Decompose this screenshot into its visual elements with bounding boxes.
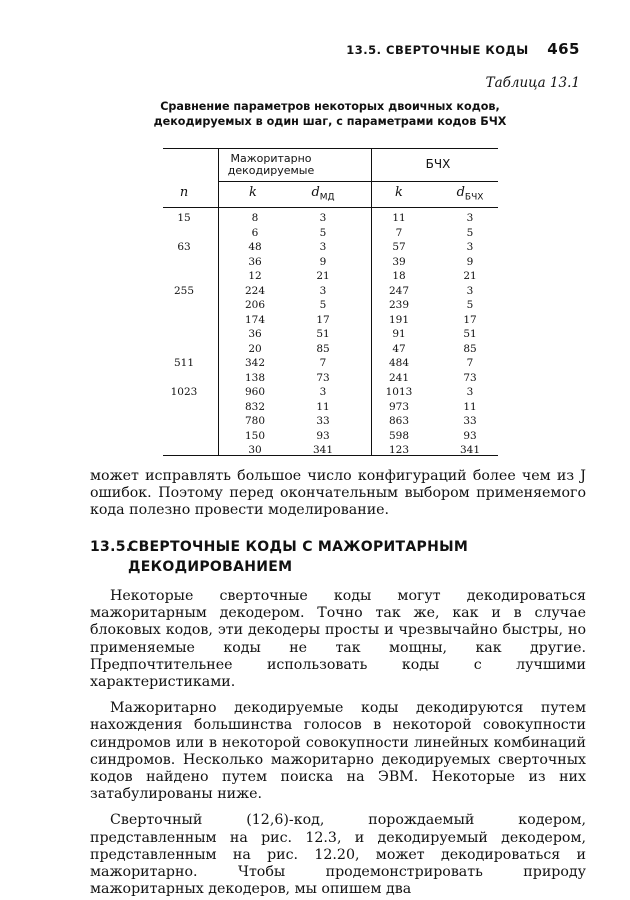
cell-d-md: 3	[319, 241, 327, 253]
cell-n: 511	[173, 357, 195, 369]
cell-d-md: 7	[319, 357, 327, 369]
col-header-k-bch: k	[395, 185, 403, 200]
cell-k-bch: 47	[392, 342, 406, 355]
cell-d-bch: 33	[463, 415, 477, 427]
group-header-bch: БЧХ	[425, 157, 451, 171]
running-head	[346, 40, 580, 58]
cell-k-majority: 12	[248, 270, 262, 282]
cell-k-majority: 48	[248, 241, 262, 253]
col-header-d-bch	[435, 185, 505, 203]
cell-d-md: 51	[316, 328, 330, 340]
cell-k-bch: 18	[392, 270, 406, 282]
cell-d-bch: 3	[466, 212, 474, 224]
cell-d-bch: 73	[463, 371, 477, 384]
cell-d-md: 5	[319, 226, 327, 239]
table-rule-group-header	[218, 181, 498, 182]
cell-d-bch: 341	[459, 444, 481, 456]
cell-k-bch: 247	[388, 284, 410, 297]
section-body	[90, 588, 586, 898]
col-header-d-md	[288, 185, 358, 203]
cell-k-majority: 150	[244, 429, 266, 442]
comparison-table	[163, 148, 498, 456]
cell-d-bch: 3	[466, 241, 474, 253]
cell-d-bch: 21	[463, 270, 477, 282]
cell-d-md: 33	[316, 415, 330, 427]
table-rule-n	[218, 149, 219, 455]
col-header-d-bch-sub: БЧХ	[464, 192, 484, 203]
cell-k-bch: 39	[392, 255, 406, 268]
cell-k-bch: 11	[392, 212, 406, 224]
cell-k-majority: 6	[251, 226, 259, 239]
cell-d-md: 17	[316, 313, 330, 326]
cell-k-majority: 20	[248, 342, 262, 355]
col-header-k-majority: k	[249, 185, 257, 200]
cell-k-bch: 241	[388, 371, 410, 384]
cell-d-md: 73	[316, 371, 330, 384]
continuation-text	[90, 468, 586, 520]
cell-k-majority: 174	[244, 313, 266, 326]
section-heading-line-1	[90, 537, 586, 557]
cell-k-majority: 832	[244, 400, 266, 413]
cell-n: 255	[173, 284, 195, 297]
cell-d-bch: 7	[466, 357, 474, 369]
section-number: 13.5.	[90, 539, 132, 555]
col-header-n: n	[179, 185, 189, 200]
table-caption-line-1: Сравнение параметров некоторых двоичных кодов,	[160, 100, 500, 113]
paragraph-2: Мажоритарно декодируемые коды декодируются путем нахождения большинства голосов в некоторой совокупности синдромов или в некоторой совокупности линейных комбинаций синдромов. Несколько мажоритарно декодируемых сверточных кодов найдено путем поиска на ЭВМ. Некоторые из них затабулированы ниже.	[90, 700, 586, 803]
col-header-d-md-sub: МД	[319, 192, 335, 203]
cell-d-bch: 5	[466, 299, 474, 311]
cell-d-md: 93	[316, 429, 330, 442]
cell-k-majority: 224	[244, 284, 266, 297]
section-title-line-2: ДЕКОДИРОВАНИЕМ	[128, 559, 293, 575]
col-header-d-md-letter: d	[311, 185, 320, 200]
section-title-line-1: СВЕРТОЧНЫЕ КОДЫ С МАЖОРИТАРНЫМ	[128, 539, 469, 555]
cell-k-majority: 30	[248, 444, 262, 456]
cell-k-bch: 973	[388, 400, 410, 413]
cell-d-bch: 3	[466, 284, 474, 297]
cell-d-md: 9	[319, 255, 327, 268]
cell-d-md: 85	[316, 342, 330, 355]
cell-n: 63	[177, 241, 191, 253]
cell-k-bch: 239	[388, 299, 410, 311]
cell-d-bch: 17	[463, 313, 477, 326]
cell-k-bch: 7	[395, 226, 403, 239]
cell-d-md: 3	[319, 386, 327, 398]
cell-k-bch: 1013	[385, 386, 413, 398]
group-header-majority: Мажоритарно декодируемые	[227, 152, 315, 177]
cell-d-md: 5	[319, 299, 327, 311]
cell-k-majority: 8	[251, 212, 259, 224]
page-number: 465	[547, 40, 580, 58]
cell-k-majority: 780	[244, 415, 266, 427]
table-label: Таблица 13.1	[485, 75, 580, 91]
table-caption	[120, 99, 540, 129]
cell-d-md: 341	[312, 444, 334, 456]
paragraph-1: Некоторые сверточные коды могут декодироваться мажоритарным декодером. Точно так же, как и в случае блоковых кодов, эти декодеры просты и чрезвычайно быстры, но применяемые коды не так мощны, как другие. Предпочтительнее использовать коды с лучшими характеристиками.	[90, 588, 586, 691]
cell-d-md: 11	[316, 400, 330, 413]
table-rule-header	[163, 207, 498, 208]
cell-k-majority: 138	[244, 371, 266, 384]
cell-k-bch: 484	[388, 357, 410, 369]
cell-k-bch: 863	[388, 415, 410, 427]
cell-d-bch: 5	[466, 226, 474, 239]
section-heading	[90, 537, 586, 577]
running-head-section: 13.5. СВЕРТОЧНЫЕ КОДЫ	[346, 43, 529, 57]
paragraph-3: Сверточный (12,6)-код, порождаемый кодером, представленным на рис. 12.3, и декодируемый декодером, представленным на рис. 12.20, может декодироваться и мажоритарно. Чтобы продемонстрировать природу мажоритарных декодеров, мы опишем два	[90, 812, 586, 898]
cell-k-bch: 57	[392, 241, 406, 253]
cell-k-majority: 206	[244, 299, 266, 311]
cell-d-bch: 51	[463, 328, 477, 340]
cell-d-md: 21	[316, 270, 330, 282]
cell-d-bch: 9	[466, 255, 474, 268]
cell-k-bch: 91	[392, 328, 406, 340]
cell-k-bch: 598	[388, 429, 410, 442]
cell-d-bch: 85	[463, 342, 477, 355]
col-header-d-bch-letter: d	[456, 185, 465, 200]
cell-k-majority: 36	[248, 255, 262, 268]
cell-k-majority: 36	[248, 328, 262, 340]
cell-n: 1023	[170, 386, 198, 398]
paragraph-continuation: может исправлять большое число конфигураций более чем из J ошибок. Поэтому перед окончательным выбором применяемого кода полезно провести моделирование.	[90, 468, 586, 519]
cell-d-md: 3	[319, 284, 327, 297]
cell-k-majority: 342	[244, 357, 266, 369]
cell-d-bch: 93	[463, 429, 477, 442]
cell-k-majority: 960	[244, 386, 266, 398]
cell-d-md: 3	[319, 212, 327, 224]
cell-k-bch: 191	[388, 313, 410, 326]
table-caption-line-2: декодируемых в один шаг, с параметрами кодов БЧХ	[153, 115, 507, 128]
cell-d-bch: 11	[463, 400, 477, 413]
cell-n: 15	[177, 212, 191, 224]
cell-k-bch: 123	[388, 444, 410, 456]
cell-d-bch: 3	[466, 386, 474, 398]
